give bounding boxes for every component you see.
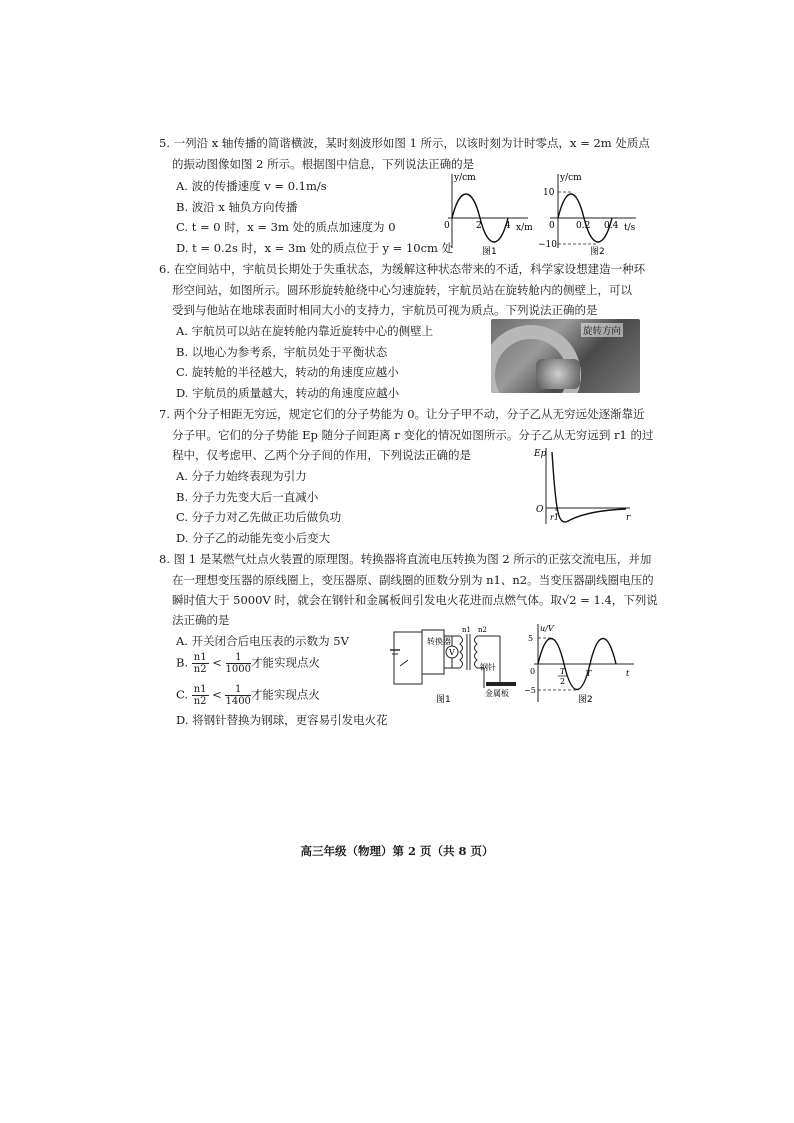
q5-fig1-xlabel: x/m: [516, 223, 533, 233]
q5-fig2-caption: 图2: [590, 247, 605, 257]
q7-option-d: D. 分子乙的动能先变小后变大: [176, 531, 331, 545]
page-footer: 高三年级（物理）第 2 页（共 8 页）: [300, 844, 494, 858]
metal-plate-label: 金属板: [485, 689, 509, 698]
q8-fig2-half-period-num: T: [560, 667, 566, 676]
q5-fig2-tick-04: 0.4: [604, 221, 619, 231]
q7-option-c: C. 分子力对乙先做正功后做负功: [176, 510, 342, 524]
q5-fig1-tick-4: 4: [505, 221, 511, 231]
q5-option-b: B. 波沿 x 轴负方向传播: [176, 200, 298, 214]
q8-option-c-value: $\frac{1}{1400}$: [225, 684, 251, 707]
q6-stem-line3: 受到与他站在地球表面时相同大小的支持力，宇航员可视为质点。下列说法正确的是: [172, 303, 598, 317]
q5-option-d: D. t = 0.2s 时，x = 3m 处的质点位于 y = 10cm 处: [176, 241, 454, 255]
q5-fig2-xlabel: t/s: [624, 223, 636, 233]
q5-fig1-caption: 图1: [482, 247, 497, 257]
q8-stem-line3: 瞬时值大于 5000V 时，就会在钢针和金属板间引发电火花进而点燃气体。取√2 = 1.4，下列说: [172, 593, 658, 607]
space-station-photo: [491, 319, 640, 393]
q8-figures: [388, 622, 638, 706]
q6-stem-line1: 6. 在空间站中，宇航员长期处于失重状态，为缓解这种状态带来的不适，科学家设想建造一种环: [159, 262, 646, 276]
steel-needle-label: 钢针: [480, 663, 496, 672]
q7-stem-line3: 程中，仅考虑甲、乙两个分子间的作用，下列说法正确的是: [172, 448, 471, 462]
q8-fig2-yup: 5: [528, 634, 534, 643]
q5-stem-line1: 5. 一列沿 x 轴传播的简谐横波，某时刻波形如图 1 所示，以该时刻为计时零点，x = 2m 处质点: [159, 136, 650, 150]
q7-fig-xlabel: r: [626, 513, 631, 523]
q8-option-b-suffix: 才能实现点火: [250, 655, 320, 670]
q8-option-b: [176, 652, 320, 675]
q5-option-c: C. t = 0 时，x = 3m 处的质点加速度为 0: [176, 220, 396, 234]
q8-option-b-value: $\frac{1}{1000}$: [225, 652, 251, 675]
q8-option-b-lt: <: [212, 655, 222, 670]
q8-fig2-voltage-graph: [524, 624, 634, 705]
q8-fig2-origin: 0: [530, 667, 536, 676]
q8-fig2-caption: 图2: [578, 695, 593, 705]
q8-option-d: D. 将钢针替换为钢球，更容易引发电火花: [176, 713, 388, 727]
q7-potential-energy-graph: [530, 444, 636, 528]
q7-stem-line2: 分子甲。它们的分子势能 Ep 随分子间距离 r 变化的情况如图所示。分子乙从无穷远到 r1 的过: [172, 428, 654, 442]
q7-stem-line1: 7. 两个分子相距无穷远，规定它们的分子势能为 0。让分子甲不动，分子乙从无穷远处逐渐靠近: [159, 407, 645, 421]
q8-fig2-ydown: −5: [524, 686, 536, 695]
q8-option-b-prefix: B.: [176, 655, 189, 670]
q5-fig1-ylabel: y/cm: [454, 173, 476, 183]
n2-label: n2: [478, 626, 487, 634]
q5-fig2-tick-02: 0.2: [576, 221, 591, 231]
metal-plate: [486, 682, 516, 686]
q8-option-c-ratio: $\frac{n1}{n2}$: [193, 684, 207, 707]
q8-option-c-lt: <: [212, 687, 222, 702]
q8-option-c: [176, 684, 320, 707]
q5-fig2-origin: 0: [549, 221, 555, 231]
q5-fig1-tick-2: 2: [476, 221, 482, 231]
q8-option-b-ratio: $\frac{n1}{n2}$: [193, 652, 207, 675]
q8-fig2-xlabel: t: [626, 669, 630, 678]
q8-stem-line2: 在一理想变压器的原线圈上，变压器原、副线圈的匝数分别为 n1、n2。当变压器副线圈电压的: [172, 573, 654, 587]
rotation-direction-label: 旋转方向: [581, 323, 623, 337]
q6-option-b: B. 以地心为参考系，宇航员处于平衡状态: [176, 345, 388, 359]
n1-label: n1: [462, 626, 471, 634]
q8-option-c-suffix: 才能实现点火: [250, 687, 320, 702]
converter-label: 转换器: [427, 637, 451, 646]
q7-fig-r1: r1: [550, 513, 559, 522]
q5-fig1-origin: 0: [444, 221, 450, 231]
q5-fig2-ylabel: y/cm: [560, 173, 582, 183]
q5-fig2-vibration-graph: [538, 173, 636, 257]
q8-fig1-caption: 图1: [436, 695, 451, 705]
q8-fig2-ylabel: u/V: [540, 624, 554, 633]
q8-fig2-half-period-den: 2: [560, 677, 566, 686]
q7-option-b: B. 分子力先变大后一直减小: [176, 490, 319, 504]
q8-option-a: A. 开关闭合后电压表的示数为 5V: [176, 634, 349, 648]
q6-option-a: A. 宇航员可以站在旋转舱内靠近旋转中心的侧壁上: [176, 324, 434, 338]
q5-fig2-yup: 10: [543, 188, 555, 198]
q5-option-a: A. 波的传播速度 v = 0.1m/s: [176, 179, 327, 193]
q6-option-c: C. 旋转舱的半径越大，转动的角速度应越小: [176, 365, 399, 379]
q8-stem-line1: 8. 图 1 是某燃气灶点火装置的原理图。转换器将直流电压转换为图 2 所示的正弦交流电压，并加: [159, 552, 652, 566]
station-core: [536, 359, 580, 389]
q5-figures: [440, 170, 640, 258]
q6-option-d: D. 宇航员的质量越大，转动的角速度应越小: [176, 386, 400, 400]
q5-stem-line2: 的振动图像如图 2 所示。根据图中信息，下列说法正确的是: [172, 157, 475, 171]
q7-fig-origin: O: [536, 505, 544, 515]
q7-fig-ylabel: Ep: [534, 449, 547, 459]
voltmeter-icon: V: [449, 648, 455, 657]
q7-option-a: A. 分子力始终表现为引力: [176, 469, 307, 483]
q8-stem-line4: 法正确的是: [172, 613, 230, 627]
q8-fig2-period: T: [586, 669, 592, 678]
q5-fig2-ydown: −10: [538, 240, 557, 250]
q8-option-c-prefix: C.: [176, 687, 189, 702]
q6-stem-line2: 形空间站，如图所示。圆环形旋转舱绕中心匀速旋转，宇航员站在旋转舱内的侧壁上，可以: [172, 283, 632, 297]
q5-fig1-wave-graph: [444, 173, 533, 257]
q8-fig1-ignition-circuit: [390, 626, 516, 705]
